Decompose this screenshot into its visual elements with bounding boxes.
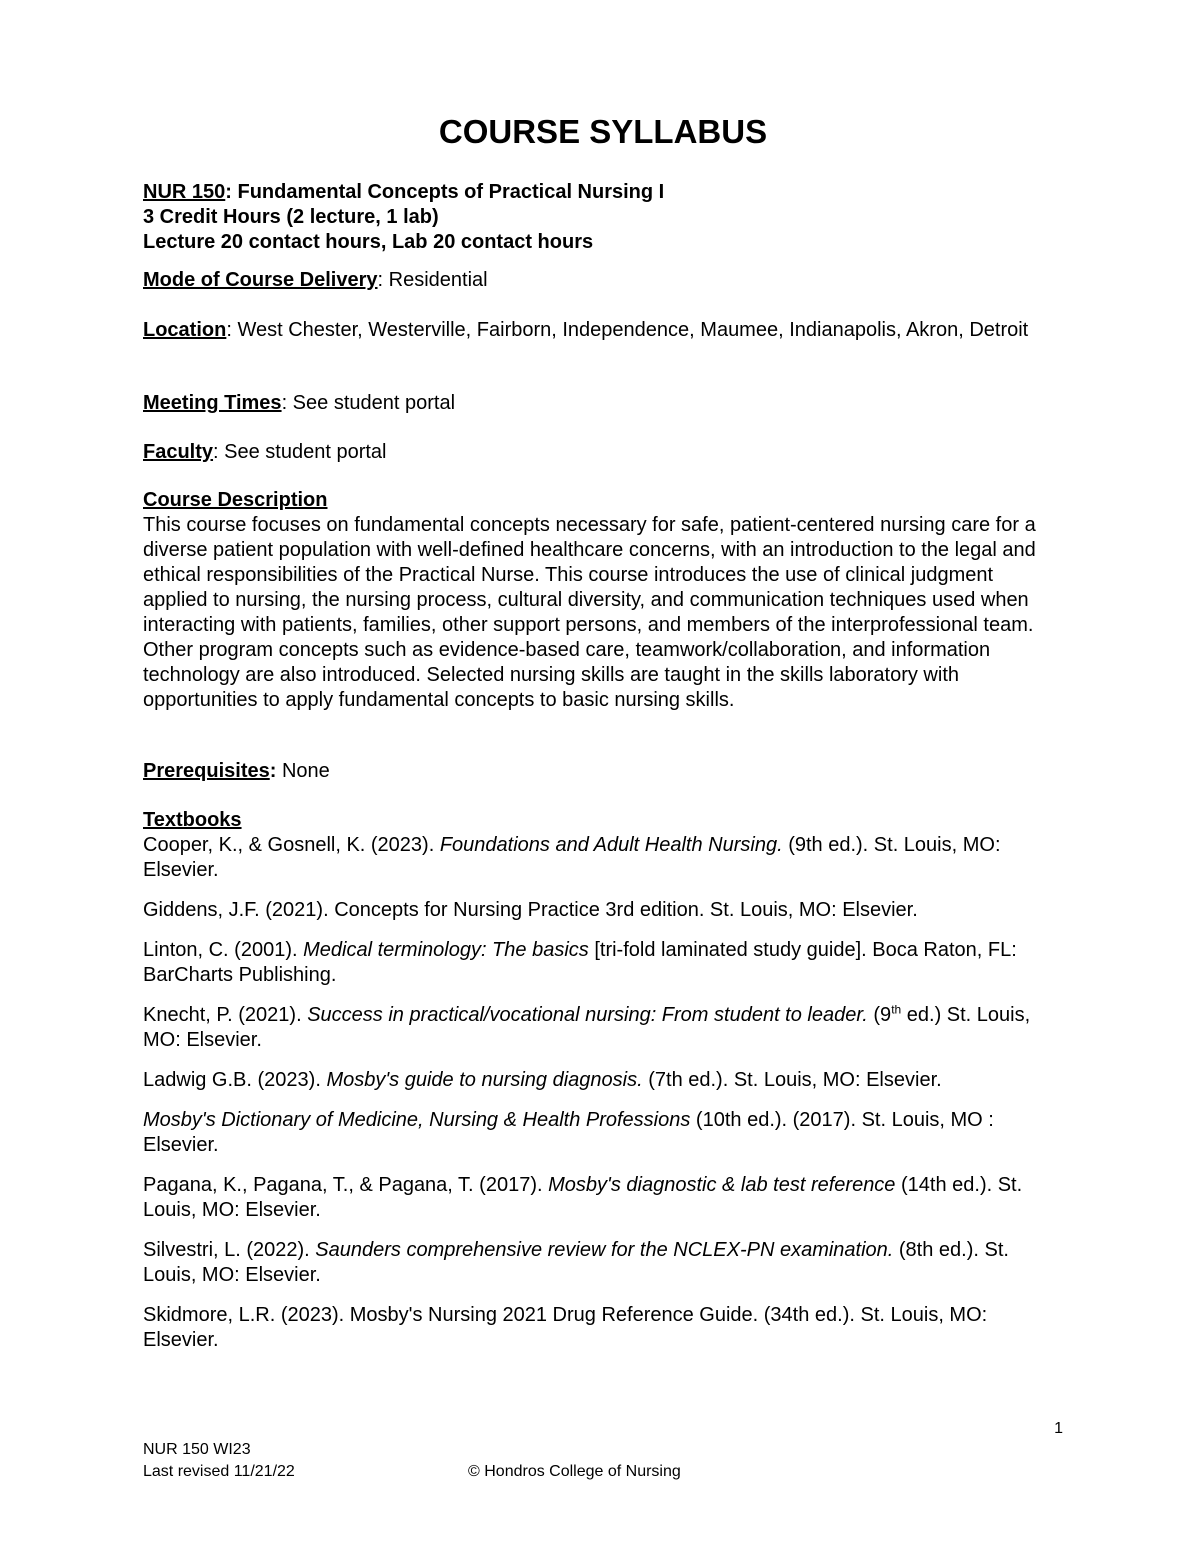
textbook-ref: Ladwig G.B. (2023). Mosby's guide to nursing diagnosis. (7th ed.). St. Louis, MO: Elsevier. — [143, 1069, 942, 1091]
textbook-ref: Linton, C. (2001). Medical terminology: The basics [tri-fold laminated study guide]. Boca Raton, FL: BarCharts Publishing. — [143, 939, 1017, 986]
footer-revised-date: Last revised 11/21/22 — [143, 1463, 295, 1480]
location-label: Location — [143, 319, 227, 341]
course-description — [143, 488, 1063, 713]
mode-label: Mode of Course Delivery — [143, 269, 378, 291]
mode-value: : Residential — [377, 269, 488, 291]
course-header — [143, 180, 664, 255]
textbook-ref: Pagana, K., Pagana, T., & Pagana, T. (2017). Mosby's diagnostic & lab test reference (14th ed.). St. Louis, MO: Elsevier. — [143, 1174, 1023, 1221]
description-heading: Course Description — [143, 489, 328, 511]
prerequisites — [143, 759, 1058, 784]
meeting-times — [143, 391, 1058, 416]
credit-hours: 3 Credit Hours (2 lecture, 1 lab) — [143, 206, 439, 228]
contact-hours: Lecture 20 contact hours, Lab 20 contact hours — [143, 231, 594, 253]
location — [143, 318, 1048, 343]
meeting-value: : See student portal — [281, 392, 456, 414]
prerequisites-value: None — [276, 760, 330, 782]
page-title: COURSE SYLLABUS — [438, 113, 768, 150]
mode-of-delivery — [143, 268, 1058, 293]
page-number: 1 — [1054, 1420, 1063, 1437]
textbook-ref: Skidmore, L.R. (2023). Mosby's Nursing 2021 Drug Reference Guide. (34th ed.). St. Louis, MO: Elsevier. — [143, 1304, 988, 1351]
faculty-value: : See student portal — [213, 441, 387, 463]
textbook-ref: Knecht, P. (2021). Success in practical/vocational nursing: From student to leader. (9th ed.) St. Louis, MO: Elsevier. — [143, 1002, 1031, 1051]
footer-copyright: © Hondros College of Nursing — [468, 1463, 681, 1480]
course-code: NUR 150 — [143, 181, 226, 203]
textbooks-heading: Textbooks — [143, 809, 242, 831]
description-text: This course focuses on fundamental concepts necessary for safe, patient-centered nursing care for a diverse patient population with well-defined healthcare concerns, with an introduction to the legal and ethical responsibilities of the Practical Nurse. This course introduces the use of clinical judgment applied to nursing, the nursing process, cultural diversity, and communication techniques used when interacting with patients, families, other support persons, and members of the interprofessional team. Other program concepts such as evidence-based care, teamwork/collaboration, and information technology are also introduced. Selected nursing skills are taught in the skills laboratory with opportunities to apply fundamental concepts to basic nursing skills. — [143, 514, 1036, 711]
course-name: : Fundamental Concepts of Practical Nursing I — [225, 181, 665, 203]
textbook-list — [143, 833, 1058, 1368]
meeting-label: Meeting Times — [143, 392, 282, 414]
textbook-ref: Giddens, J.F. (2021). Concepts for Nursing Practice 3rd edition. St. Louis, MO: Elsevier. — [143, 899, 918, 921]
footer-course-term: NUR 150 WI23 — [143, 1441, 251, 1458]
prerequisites-colon: : — [269, 760, 277, 782]
prerequisites-label: Prerequisites — [143, 760, 270, 782]
textbook-ref: Cooper, K., & Gosnell, K. (2023). Foundations and Adult Health Nursing. (9th ed.). St. Louis, MO: Elsevier. — [143, 834, 1001, 881]
faculty-label: Faculty — [143, 441, 214, 463]
location-value: : West Chester, Westerville, Fairborn, Independence, Maumee, Indianapolis, Akron, Detroit — [226, 319, 1029, 341]
textbook-ref: Silvestri, L. (2022). Saunders comprehensive review for the NCLEX-PN examination. (8th ed.). St. Louis, MO: Elsevier. — [143, 1239, 1009, 1286]
faculty — [143, 440, 1058, 465]
textbook-ref: Mosby's Dictionary of Medicine, Nursing & Health Professions (10th ed.). (2017). St. Louis, MO : Elsevier. — [143, 1109, 994, 1156]
course-title-line — [143, 180, 664, 205]
